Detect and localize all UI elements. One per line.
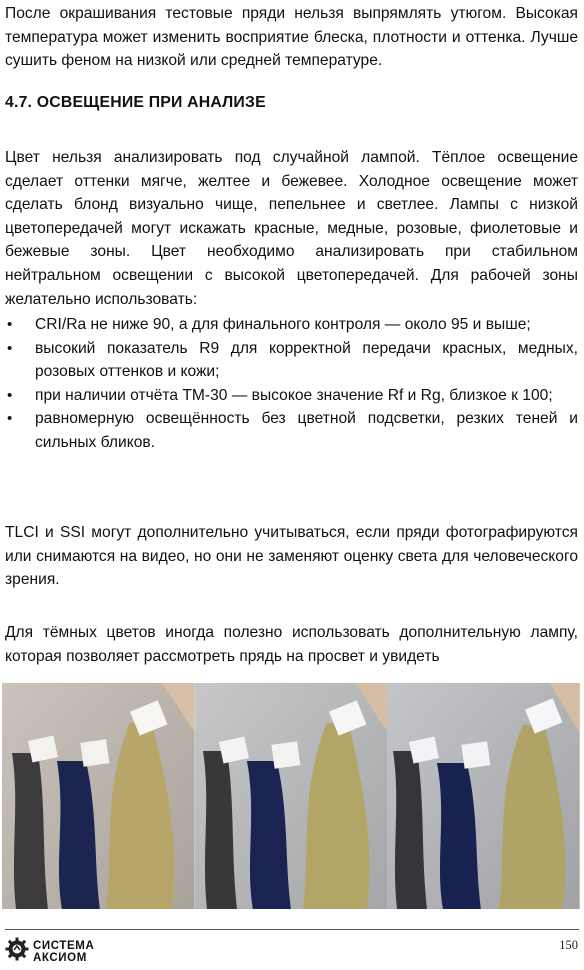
hair-swatch-photo-cool <box>387 683 580 909</box>
list-item: • CRI/Ra не ниже 90, а для финального контроля — около 95 и выше; <box>5 313 578 337</box>
bullet-icon: • <box>7 410 13 428</box>
footer-divider <box>5 929 579 930</box>
hair-swatch-photos <box>2 683 580 909</box>
paragraph-intro: После окрашивания тестовые пряди нельзя выпрямлять утюгом. Высокая температура может изменить восприятие блеска, плотности и оттенка. Лучше сушить феном на низкой или средней температуре. <box>5 5 578 70</box>
hair-swatch-photo-warm <box>2 683 195 909</box>
logo-line-2: АКСИОМ <box>33 951 87 964</box>
bullet-icon: • <box>7 316 13 333</box>
list-item: • равномерную освещённость без цветной подсветки, резких теней и сильных бликов. <box>5 407 578 454</box>
publisher-logo <box>5 937 94 966</box>
bullet-list <box>5 313 578 455</box>
paragraph-tlci: TLCI и SSI могут дополнительно учитываться, если пряди фотографируются или снимаются на видео, но они не заменяют оценку света для человеческого зрения. <box>5 524 578 589</box>
hair-swatch-photo-neutral <box>195 683 388 909</box>
bullet-icon: • <box>7 386 13 404</box>
paragraph-dark-colors: Для тёмных цветов иногда полезно использовать дополнительную лампу, которая позволяет рассмотреть прядь на просвет и увидеть <box>5 624 578 665</box>
list-item: • при наличии отчёта TM-30 — высокое значение Rf и Rg, близкое к 100; <box>5 384 578 408</box>
logo-line-1: СИСТЕМА <box>33 939 95 952</box>
page-number: 150 <box>559 938 578 952</box>
bullet-icon: • <box>7 339 13 357</box>
paragraph-lighting: Цвет нельзя анализировать под случайной лампой. Тёплое освещение сделает оттенки мягче, желтее и бежевее. Холодное освещение может сделать блонд визуально чище, пепельнее и светлее. Лампы с низкой цветопередачей могут искажать красные, медные, розовые, фиолетовые и бежевые зоны. Цвет необходимо анализировать при стабильном нейтральном освещении с высокой цветопередачей. Для рабочей зоны желательно использовать: <box>5 149 578 308</box>
gear-logo-icon <box>5 937 29 966</box>
list-item: • высокий показатель R9 для корректной передачи красных, медных, розовых оттенков и кожи; <box>5 337 578 384</box>
section-heading: 4.7. ОСВЕЩЕНИЕ ПРИ АНАЛИЗЕ <box>5 94 266 111</box>
